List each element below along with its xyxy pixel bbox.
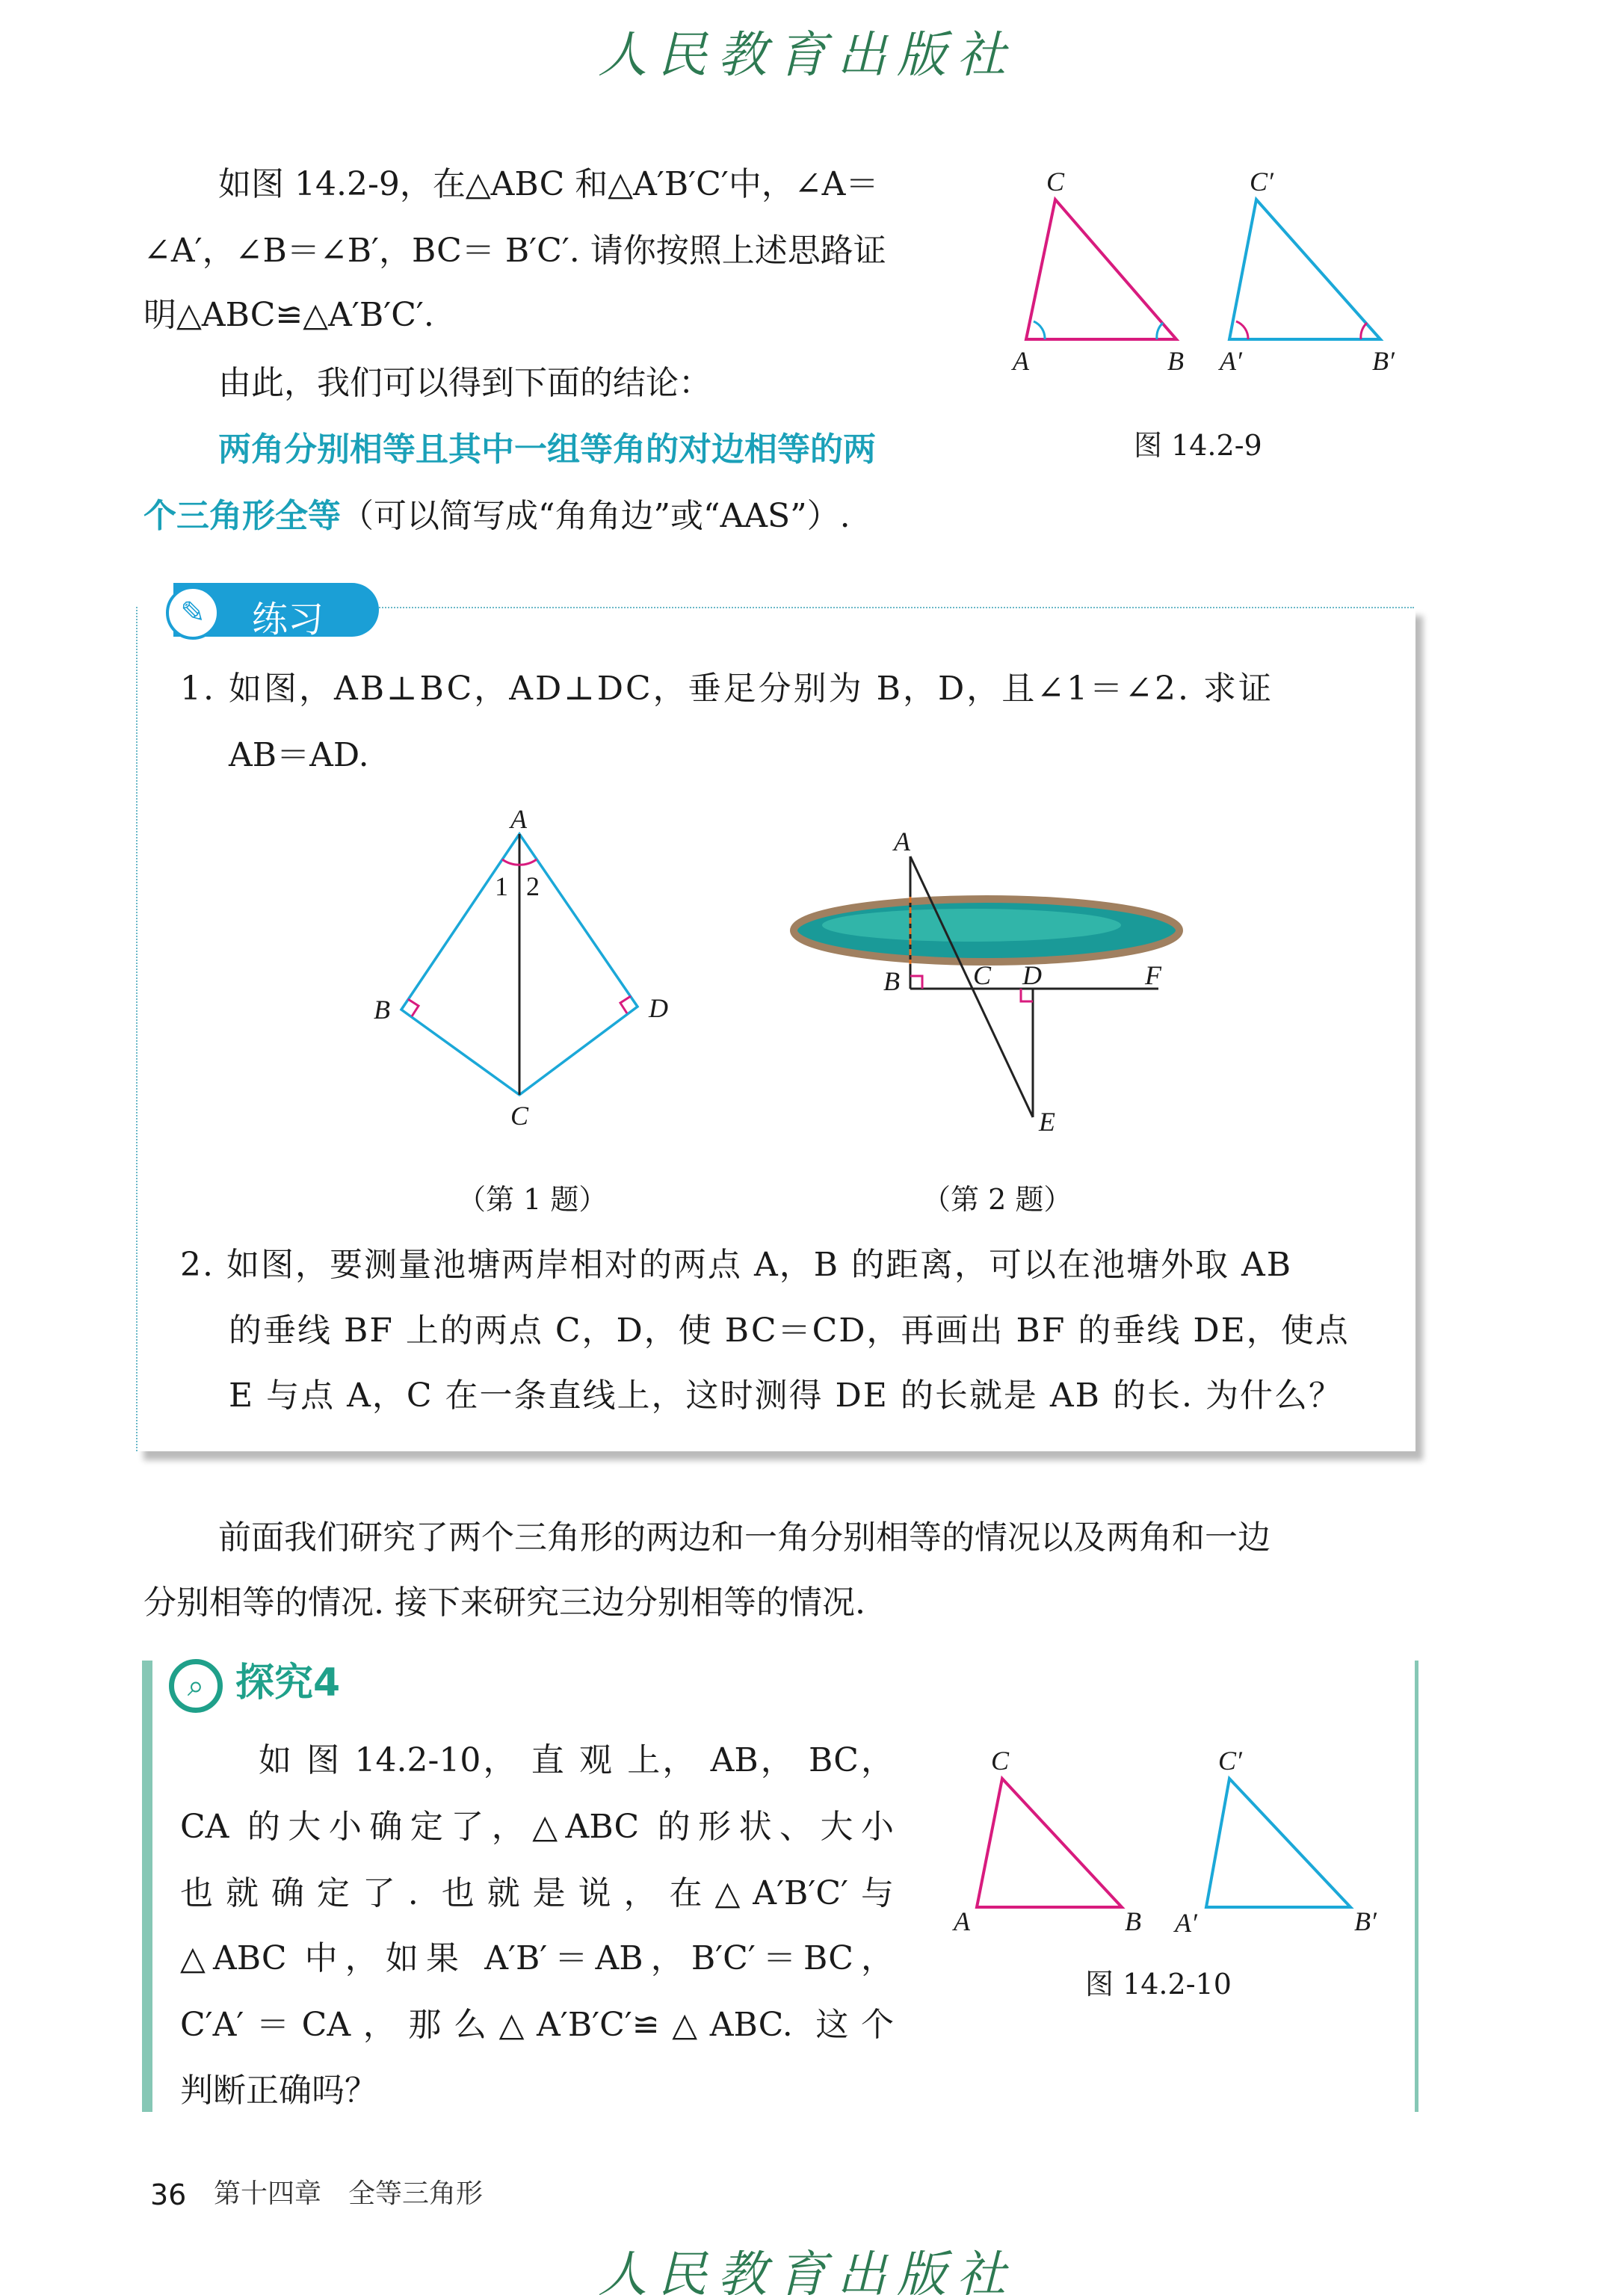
explore-line-1: 如 图 14.2-10， 直 观 上， AB， BC，: [259, 1741, 894, 1779]
theorem-highlight-1: 两角分别相等且其中一组等角的对边相等的两: [218, 430, 876, 469]
fig10-label-b: B: [1125, 1906, 1141, 1936]
triangle-a2b2c2-14-2-10: [1206, 1779, 1350, 1907]
fig2-label-e: E: [1039, 1107, 1055, 1137]
intro-line-1: 如图 14.2-9，在△ABC 和△A′B′C′中，∠A＝: [218, 165, 879, 203]
label-b: B: [1167, 346, 1184, 376]
intro-line-3: 明△ABC≌△A′B′C′.: [143, 296, 434, 334]
q2-line-2: 的垂线 BF 上的两点 C，D，使 BC＝CD，再画出 BF 的垂线 DE，使点: [229, 1312, 1350, 1350]
fig2-label-b: B: [883, 966, 900, 996]
fig1-label-a: A: [510, 804, 527, 834]
fig1-label-1: 1: [495, 871, 508, 901]
fig2-label-f: F: [1145, 960, 1161, 990]
triangle-abc-14-2-10: [977, 1779, 1122, 1907]
fig1-label-2: 2: [526, 871, 540, 901]
fig1-label-c: C: [510, 1101, 529, 1131]
explore-line-4: △ABC 中，如果 A′B′＝AB，B′C′＝BC，: [180, 1939, 894, 1977]
q1-line-1: 1. 如图，AB⊥BC，AD⊥DC，垂足分别为 B，D，且∠1＝∠2. 求证: [180, 670, 1273, 708]
practice-title: 练习: [252, 599, 324, 640]
fig2-label-d: D: [1022, 960, 1042, 990]
q2-line-3: E 与点 A，C 在一条直线上，这时测得 DE 的长就是 AB 的长. 为什么？: [229, 1377, 1343, 1415]
figure-caption-14-2-10: 图 14.2-10: [1085, 1968, 1232, 2001]
label-b-prime: B′: [1372, 346, 1395, 376]
fig1-label-d: D: [649, 993, 668, 1023]
fig10-label-c-prime: C′: [1218, 1746, 1242, 1776]
explore-title: 探究4: [235, 1661, 341, 1705]
magnifier-icon: ⌕: [169, 1659, 223, 1713]
publisher-logo-top: 人民教育出版社: [598, 26, 1016, 84]
transition-line-1: 前面我们研究了两个三角形的两边和一角分别相等的情况以及两角和一边: [218, 1519, 1271, 1557]
intro-line-4: 由此，我们可以得到下面的结论：: [218, 364, 711, 402]
fig2-label-c: C: [973, 960, 992, 990]
label-a: A: [1013, 346, 1029, 376]
fig2-label-a: A: [894, 827, 910, 856]
explore-line-3: 也就确定了. 也就是说，在△A′B′C′与: [180, 1874, 894, 1912]
theorem-tail: （可以简写成“角角边”或“AAS”）.: [341, 497, 850, 535]
label-c: C: [1046, 167, 1065, 197]
chapter-title: 第十四章 全等三角形: [214, 2178, 484, 2209]
fig10-label-a-prime: A′: [1175, 1908, 1197, 1938]
fig10-label-a: A: [954, 1906, 970, 1936]
q2-line-1: 2. 如图，要测量池塘两岸相对的两点 A，B 的距离，可以在池塘外取 AB: [180, 1246, 1293, 1284]
fig1-label-b: B: [374, 995, 390, 1025]
fig1-caption: （第 1 题）: [457, 1183, 608, 1216]
intro-line-2: ∠A′，∠B＝∠B′，BC＝ B′C′. 请你按照上述思路证: [143, 232, 886, 270]
explore-line-5: C′A′＝CA，那么△A′B′C′≌△ABC. 这个: [180, 2006, 894, 2044]
fig10-label-c: C: [991, 1746, 1010, 1776]
theorem-highlight-2: 个三角形全等: [143, 497, 341, 535]
q1-line-2: AB＝AD.: [229, 736, 369, 774]
page-number: 36: [150, 2178, 187, 2211]
publisher-logo-bottom: 人民教育出版社: [598, 2246, 1016, 2295]
explore-line-2: CA 的大小确定了，△ABC 的形状、大小: [180, 1808, 894, 1846]
transition-line-2: 分别相等的情况. 接下来研究三边分别相等的情况.: [143, 1584, 865, 1622]
label-c-prime: C′: [1250, 167, 1273, 197]
label-a-prime: A′: [1220, 346, 1242, 376]
figure-caption-14-2-9: 图 14.2-9: [1134, 429, 1262, 462]
fig10-label-b-prime: B′: [1354, 1906, 1377, 1936]
pencil-icon: ✎: [166, 586, 220, 640]
fig2-caption: （第 2 题）: [922, 1183, 1072, 1216]
explore-line-6: 判断正确吗？: [180, 2072, 377, 2110]
